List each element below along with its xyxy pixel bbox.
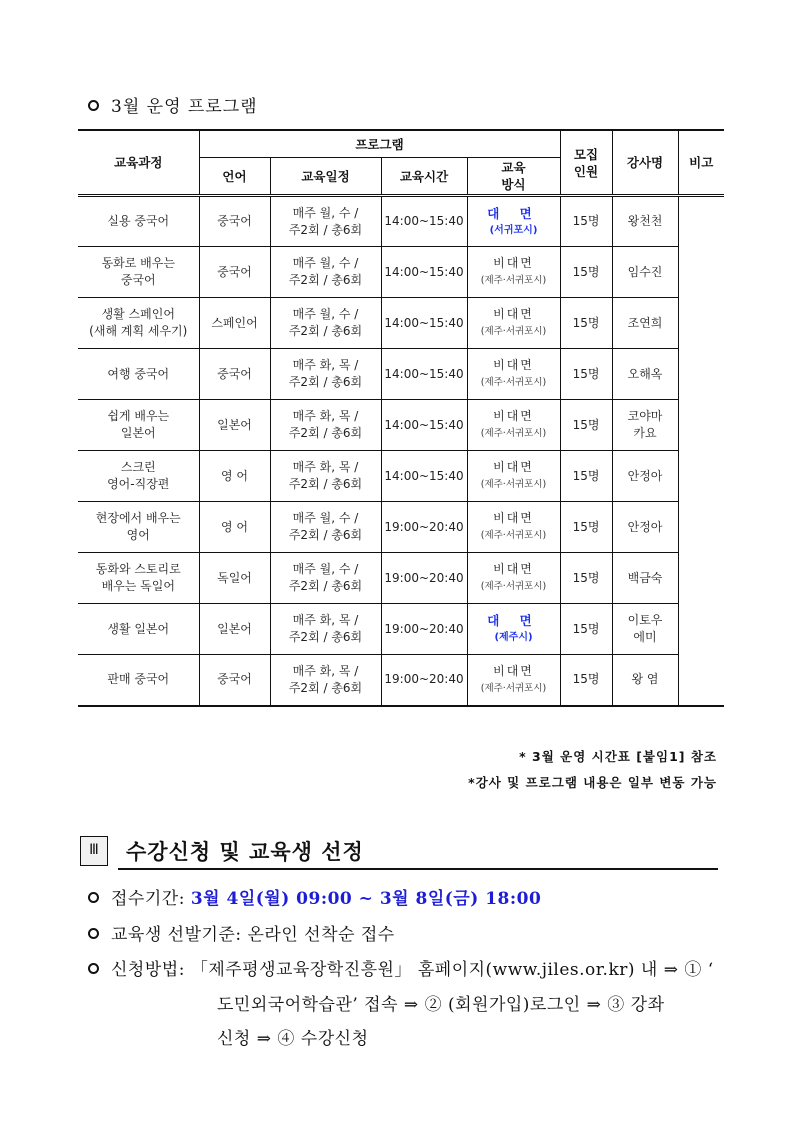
table-row <box>78 604 724 655</box>
header-language: 언어 <box>199 158 270 196</box>
course-line1: 현장에서 배우는 <box>95 511 181 525</box>
schedule-line1: 매주 화, 목 / <box>292 409 359 423</box>
cell-language: 중국어 <box>199 196 270 247</box>
table-row <box>78 553 724 604</box>
cell-count: 15명 <box>560 451 612 502</box>
cell-method <box>467 196 560 247</box>
cell-count: 15명 <box>560 604 612 655</box>
section-underline <box>118 868 718 870</box>
schedule-line2: 주2회 / 총6회 <box>288 324 363 338</box>
schedule-line2: 주2회 / 총6회 <box>288 426 363 440</box>
section-heading <box>88 92 258 117</box>
method-type: 대 면 <box>487 205 540 221</box>
schedule-line1: 매주 월, 수 / <box>292 511 359 525</box>
instructor-line1: 안정아 <box>627 468 663 483</box>
method-location: (서귀포시) <box>489 224 538 236</box>
method-type: 비대면 <box>493 663 534 678</box>
cell-course <box>78 349 199 400</box>
instructor-line1: 왕 염 <box>631 672 659 687</box>
cell-course <box>78 604 199 655</box>
course-line2: 영어 <box>126 528 150 542</box>
method-location: (제주·서귀포시) <box>480 275 547 286</box>
schedule-line2: 주2회 / 총6회 <box>288 222 363 237</box>
cell-instructor <box>612 400 678 451</box>
schedule-line1: 매주 월, 수 / <box>292 307 359 321</box>
course-line2: 일본어 <box>120 426 156 440</box>
header-method <box>467 158 560 196</box>
header-remark: 비고 <box>678 130 724 196</box>
bullet-period <box>88 884 541 909</box>
cell-time: 14:00~15:40 <box>381 400 467 451</box>
cell-schedule <box>270 196 381 247</box>
header-recruit-line1: 모집 <box>573 146 599 162</box>
header-recruit <box>560 130 612 196</box>
cell-method <box>467 298 560 349</box>
instructor-line1: 이토우 <box>627 613 663 627</box>
cell-time: 19:00~20:40 <box>381 502 467 553</box>
period-value: 3월 4일(월) 09:00 ~ 3월 8일(금) 18:00 <box>190 889 542 909</box>
header-recruit-line2: 인원 <box>573 163 599 179</box>
table-row <box>78 349 724 400</box>
method-type: 대 면 <box>487 613 540 628</box>
method-type: 비대면 <box>493 460 534 474</box>
method-location: (제주·서귀포시) <box>480 326 547 337</box>
instructor-line2: 에미 <box>633 630 657 644</box>
cell-method <box>467 502 560 553</box>
cell-language: 중국어 <box>199 349 270 400</box>
bullet-circle-icon <box>88 928 99 939</box>
cell-time: 14:00~15:40 <box>381 349 467 400</box>
instructor-line1: 왕천천 <box>627 214 663 228</box>
cell-count: 15명 <box>560 247 612 298</box>
instructor-line1: 안정아 <box>627 519 663 534</box>
instructor-line1: 코야마 <box>627 409 663 423</box>
cell-course <box>78 298 199 349</box>
schedule-line1: 매주 월, 수 / <box>292 562 359 576</box>
note-timetable: * 3월 운영 시간표 [붙임1] 참조 <box>519 749 717 764</box>
bullet-circle-icon <box>88 963 99 974</box>
course-line1: 동화로 배우는 <box>101 256 175 270</box>
instructor-line1: 백금숙 <box>627 570 663 585</box>
header-instructor: 강사명 <box>612 130 678 196</box>
method-location: (제주·서귀포시) <box>480 581 547 592</box>
cell-schedule <box>270 298 381 349</box>
table-row <box>78 247 724 298</box>
course-line1: 판매 중국어 <box>107 672 170 687</box>
cell-method <box>467 604 560 655</box>
instructor-line1: 임수진 <box>627 264 663 279</box>
method-location: (제주·서귀포시) <box>480 428 547 439</box>
cell-method <box>467 553 560 604</box>
cell-method <box>467 451 560 502</box>
method-location: (제주·서귀포시) <box>480 530 547 541</box>
bullet-circle-icon <box>88 892 99 903</box>
cell-count: 15명 <box>560 655 612 706</box>
cell-schedule <box>270 502 381 553</box>
schedule-line2: 주2회 / 총6회 <box>288 375 363 389</box>
cell-count: 15명 <box>560 502 612 553</box>
method-type: 비대면 <box>493 562 534 576</box>
cell-course <box>78 451 199 502</box>
course-line2: 배우는 독일어 <box>101 579 175 593</box>
cell-course <box>78 400 199 451</box>
method-type: 비대면 <box>493 307 534 321</box>
cell-time: 19:00~20:40 <box>381 604 467 655</box>
cell-method <box>467 349 560 400</box>
course-line1: 쉽게 배우는 <box>107 409 170 423</box>
bullet-circle-icon <box>88 100 99 111</box>
table-row <box>78 655 724 706</box>
cell-time: 14:00~15:40 <box>381 196 467 247</box>
cell-count: 15명 <box>560 400 612 451</box>
cell-count: 15명 <box>560 553 612 604</box>
method-location: (제주·서귀포시) <box>480 377 547 388</box>
schedule-line2: 주2회 / 총6회 <box>288 477 363 491</box>
course-line2: 영어-직장편 <box>107 477 170 491</box>
course-line1: 생활 스페인어 <box>101 307 175 321</box>
section-heading-text: 3월 운영 프로그램 <box>111 97 258 117</box>
cell-course <box>78 655 199 706</box>
course-line2: 중국어 <box>120 273 156 287</box>
cell-schedule <box>270 604 381 655</box>
table-row <box>78 298 724 349</box>
cell-schedule <box>270 655 381 706</box>
header-method-line2: 방식 <box>501 177 526 192</box>
header-program: 프로그램 <box>199 130 560 158</box>
course-line1: 스크린 <box>120 460 156 474</box>
cell-instructor <box>612 196 678 247</box>
cell-schedule <box>270 349 381 400</box>
cell-time: 19:00~20:40 <box>381 553 467 604</box>
bullet-method <box>88 955 714 980</box>
course-line1: 생활 일본어 <box>107 621 170 636</box>
cell-time: 14:00~15:40 <box>381 247 467 298</box>
method-line3: 신청 ⇒ ④ 수강신청 <box>217 1029 369 1049</box>
table-row <box>78 451 724 502</box>
cell-language: 스페인어 <box>199 298 270 349</box>
instructor-line1: 조연희 <box>627 315 663 330</box>
schedule-line1: 매주 화, 목 / <box>292 613 359 627</box>
course-line2: (새해 계획 세우기) <box>89 324 188 338</box>
table-row <box>78 196 724 247</box>
cell-count: 15명 <box>560 349 612 400</box>
bullet-selection <box>88 920 395 945</box>
program-table <box>78 129 724 707</box>
method-location: (제주·서귀포시) <box>480 479 547 490</box>
cell-method <box>467 400 560 451</box>
cell-count: 15명 <box>560 298 612 349</box>
cell-schedule <box>270 247 381 298</box>
course-line1: 동화와 스토리로 <box>95 562 181 576</box>
schedule-line1: 매주 월, 수 / <box>292 256 359 270</box>
cell-instructor <box>612 247 678 298</box>
schedule-line2: 주2회 / 총6회 <box>288 528 363 542</box>
cell-course <box>78 247 199 298</box>
schedule-line2: 주2회 / 총6회 <box>288 680 363 695</box>
cell-course <box>78 196 199 247</box>
header-method-line1: 교육 <box>501 160 526 175</box>
section-number-box: Ⅲ <box>80 836 108 866</box>
cell-remark <box>678 196 724 706</box>
schedule-line1: 매주 화, 목 / <box>292 358 359 372</box>
instructor-line1: 오해옥 <box>627 366 663 381</box>
table-row <box>78 502 724 553</box>
table-row <box>78 400 724 451</box>
cell-instructor <box>612 349 678 400</box>
cell-language: 독일어 <box>199 553 270 604</box>
method-location: (제주시) <box>494 632 533 643</box>
course-line1: 실용 중국어 <box>107 214 170 228</box>
cell-course <box>78 553 199 604</box>
cell-instructor <box>612 604 678 655</box>
method-line1: 신청방법: 「제주평생교육장학진흥원」 홈페이지(www.jiles.or.kr) 내 ⇒ ① ‘ <box>111 960 714 980</box>
period-label: 접수기간: <box>111 889 191 909</box>
cell-language: 영 어 <box>199 451 270 502</box>
header-time: 교육시간 <box>381 158 467 196</box>
cell-language: 중국어 <box>199 655 270 706</box>
method-type: 비대면 <box>493 358 534 372</box>
cell-time: 14:00~15:40 <box>381 451 467 502</box>
course-line1: 여행 중국어 <box>107 366 170 381</box>
cell-language: 중국어 <box>199 247 270 298</box>
schedule-line1: 매주 화, 목 / <box>292 460 359 474</box>
method-type: 비대면 <box>493 256 534 270</box>
cell-language: 일본어 <box>199 400 270 451</box>
cell-course <box>78 502 199 553</box>
selection-text: 교육생 선발기준: 온라인 선착순 접수 <box>111 925 395 945</box>
cell-schedule <box>270 400 381 451</box>
cell-count: 15명 <box>560 196 612 247</box>
note-change: *강사 및 프로그램 내용은 일부 변동 가능 <box>468 775 717 790</box>
cell-method <box>467 655 560 706</box>
schedule-line1: 매주 월, 수 / <box>292 205 359 220</box>
schedule-line2: 주2회 / 총6회 <box>288 630 363 644</box>
cell-method <box>467 247 560 298</box>
method-line2: 도민외국어학습관’ 접속 ⇒ ② (회원가입)로그인 ⇒ ③ 강좌 <box>217 995 665 1015</box>
schedule-line2: 주2회 / 총6회 <box>288 273 363 287</box>
schedule-line1: 매주 화, 목 / <box>292 663 359 678</box>
cell-schedule <box>270 553 381 604</box>
method-type: 비대면 <box>493 511 534 525</box>
cell-instructor <box>612 451 678 502</box>
method-type: 비대면 <box>493 409 534 423</box>
cell-instructor <box>612 655 678 706</box>
cell-schedule <box>270 451 381 502</box>
method-location: (제주·서귀포시) <box>480 682 547 694</box>
cell-language: 일본어 <box>199 604 270 655</box>
schedule-line2: 주2회 / 총6회 <box>288 579 363 593</box>
section-title: 수강신청 및 교육생 선정 <box>126 840 364 864</box>
header-schedule: 교육일정 <box>270 158 381 196</box>
header-course: 교육과정 <box>78 130 199 196</box>
cell-instructor <box>612 553 678 604</box>
cell-language: 영 어 <box>199 502 270 553</box>
cell-time: 14:00~15:40 <box>381 298 467 349</box>
cell-time: 19:00~20:40 <box>381 655 467 706</box>
cell-instructor <box>612 502 678 553</box>
cell-instructor <box>612 298 678 349</box>
instructor-line2: 카요 <box>633 426 657 440</box>
